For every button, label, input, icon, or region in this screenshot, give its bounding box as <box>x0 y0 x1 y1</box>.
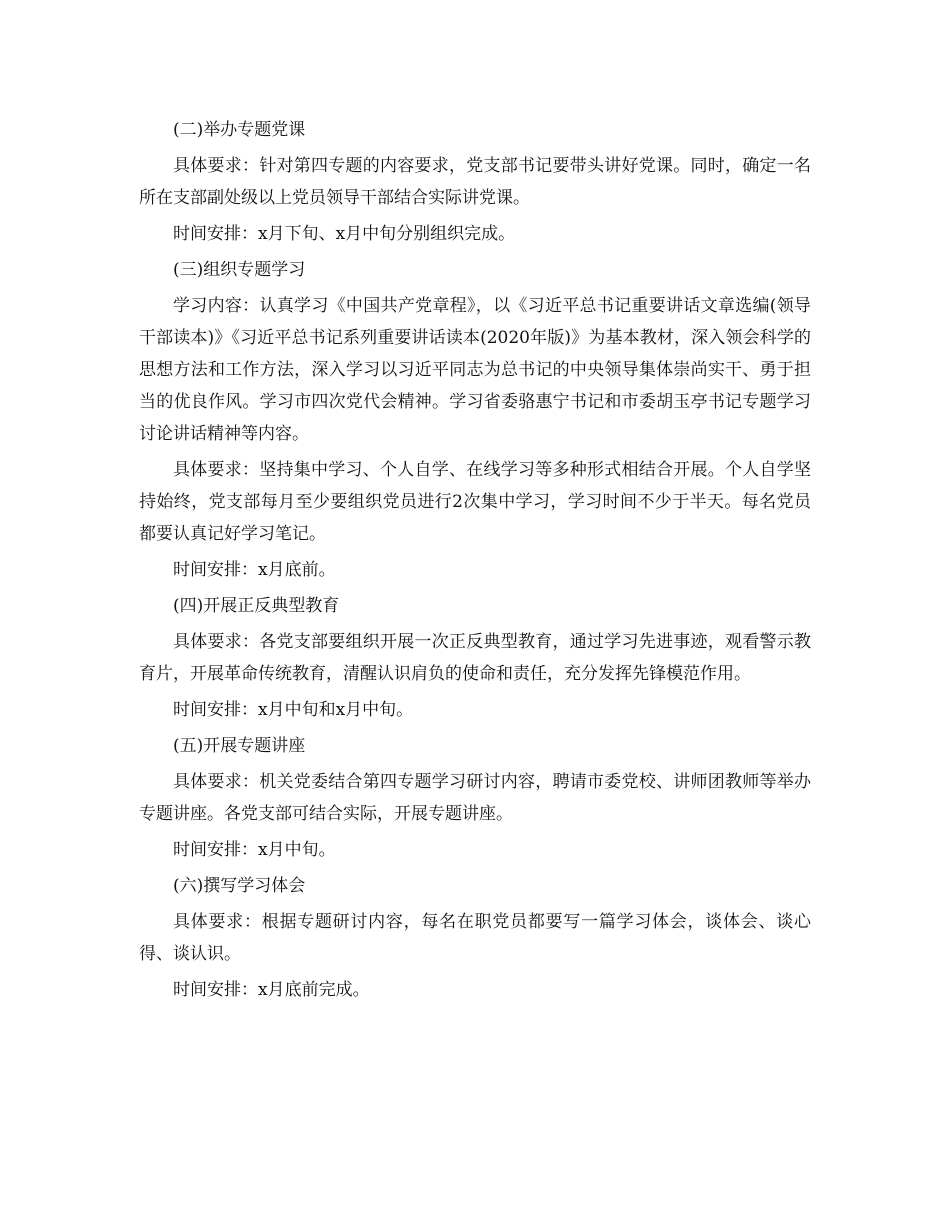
document-body <box>139 114 811 1010</box>
paragraph-requirements-4: 具体要求：各党支部要组织开展一次正反典型教育，通过学习先进事迹，观看警示教育片，开展革命传统教育，清醒认识肩负的使命和责任，充分发挥先锋模范作用。 <box>139 632 811 684</box>
paragraph-requirements-6: 具体要求：根据专题研讨内容，每名在职党员都要写一篇学习体会，谈体会、谈心得、谈认识。 <box>139 912 811 964</box>
section-heading-6: (六)撰写学习体会 <box>173 876 306 896</box>
paragraph-schedule-5: 时间安排：x月中旬。 <box>173 840 336 860</box>
paragraph-schedule-3: 时间安排：x月底前。 <box>173 560 336 580</box>
section-heading-2: (二)举办专题党课 <box>173 120 306 140</box>
paragraph-requirements-5: 具体要求：机关党委结合第四专题学习研讨内容，聘请市委党校、讲师团教师等举办专题讲座。各党支部可结合实际，开展专题讲座。 <box>139 772 811 824</box>
paragraph-requirements-3: 具体要求：坚持集中学习、个人自学、在线学习等多种形式相结合开展。个人自学坚持始终，党支部每月至少要组织党员进行2次集中学习，学习时间不少于半天。每名党员都要认真记好学习笔记。 <box>139 460 811 544</box>
paragraph-schedule-6: 时间安排：x月底前完成。 <box>173 980 370 1000</box>
section-heading-4: (四)开展正反典型教育 <box>173 596 340 616</box>
paragraph-content-3: 学习内容：认真学习《中国共产党章程》，以《习近平总书记重要讲话文章选编(领导干部读本)》《习近平总书记系列重要讲话读本(2020年版)》为基本教材，深入领会科学的思想方法和工作方法，深入学习以习近平同志为总书记的中央领导集体崇尚实干、勇于担当的优良作风。学习市四次党代会精神。学习省委骆惠宁书记和市委胡玉亭书记专题学习讨论讲话精神等内容。 <box>139 296 811 444</box>
section-heading-3: (三)组织专题学习 <box>173 260 306 280</box>
section-heading-5: (五)开展专题讲座 <box>173 736 306 756</box>
paragraph-schedule-2: 时间安排：x月下旬、x月中旬分别组织完成。 <box>173 224 516 244</box>
paragraph-requirements-2: 具体要求：针对第四专题的内容要求，党支部书记要带头讲好党课。同时，确定一名所在支部副处级以上党员领导干部结合实际讲党课。 <box>139 156 811 208</box>
paragraph-schedule-4: 时间安排：x月中旬和x月中旬。 <box>173 700 414 720</box>
